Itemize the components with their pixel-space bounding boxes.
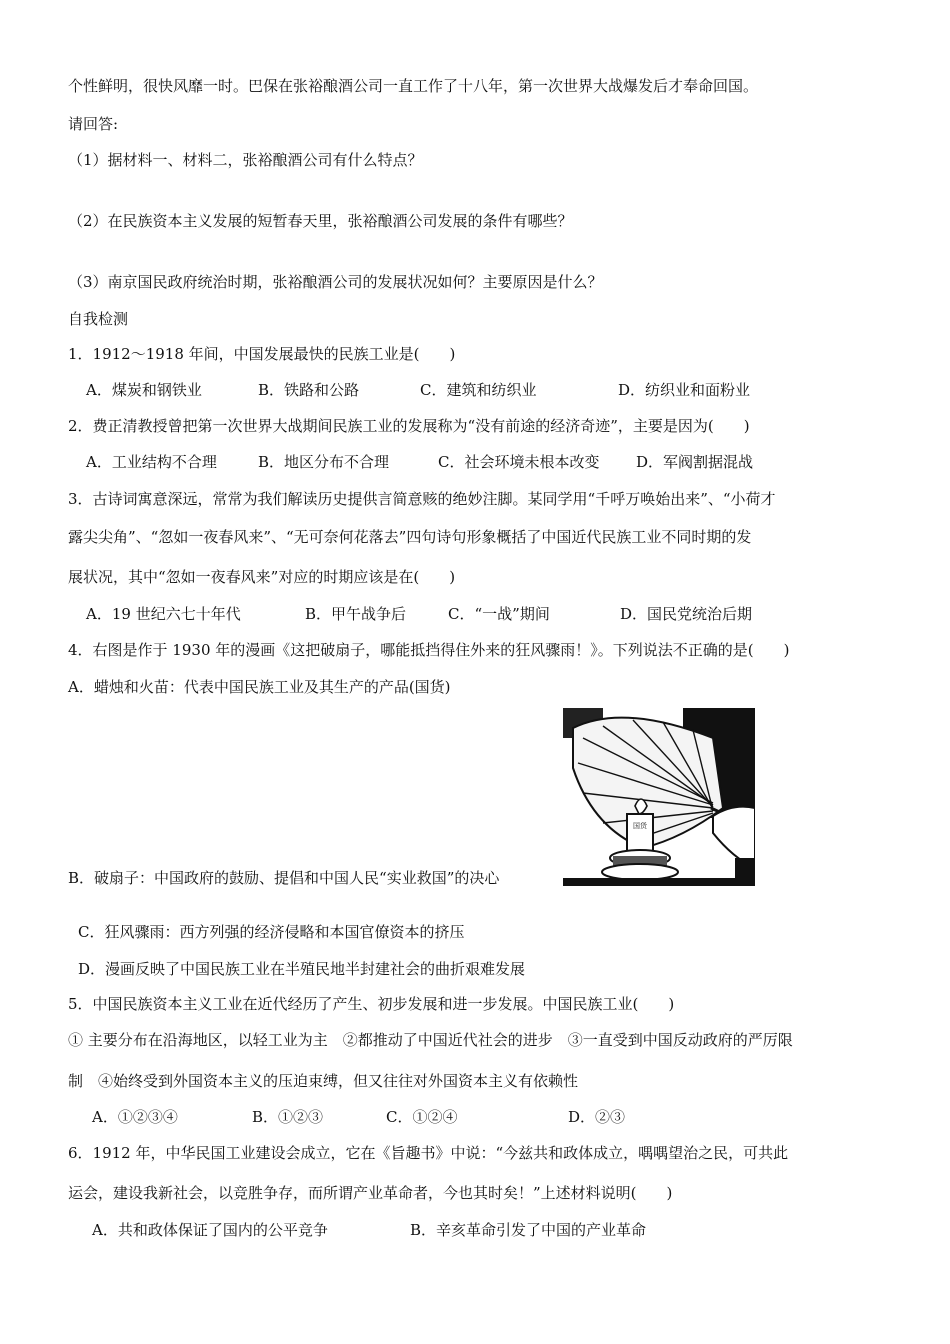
- q6-option-a: A．共和政体保证了国内的公平竞争: [92, 1221, 328, 1239]
- question-6-stem-line-1: 6．1912 年，中华民国工业建设会成立，它在《旨趣书》中说：“今兹共和政体成立，喁喁望治之民，可共此: [68, 1144, 789, 1162]
- q5-option-d: D．②③: [568, 1108, 626, 1126]
- q1-option-c: C．建筑和纺织业: [420, 381, 537, 399]
- q2-option-b: B．地区分布不合理: [258, 453, 390, 471]
- q5-option-a: A．①②③④: [92, 1108, 178, 1126]
- q2-option-a: A．工业结构不合理: [86, 453, 217, 471]
- text-line: 个性鲜明，很快风靡一时。巴保在张裕酿酒公司一直工作了十八年，第一次世界大战爆发后才奉命回国。: [68, 77, 759, 95]
- q4-option-a: A．蜡烛和火苗：代表中国民族工业及其生产的产品(国货): [68, 678, 451, 696]
- question-5-stem: 5．中国民族资本主义工业在近代经历了产生、初步发展和进一步发展。中国民族工业( ): [68, 995, 675, 1013]
- q2-option-c: C．社会环境未根本改变: [438, 453, 600, 471]
- q4-option-b: B．破扇子：中国政府的鼓励、提倡和中国人民“实业救国”的决心: [68, 869, 500, 887]
- section-title: 自我检测: [68, 310, 129, 328]
- q5-items-line-1: ① 主要分布在沿海地区，以轻工业为主 ②都推动了中国近代社会的进步 ③一直受到中国反动政府的严厉限: [68, 1031, 793, 1049]
- q5-items-line-2: 制 ④始终受到外国资本主义的压迫束缚，但又往往对外国资本主义有依赖性: [68, 1072, 579, 1090]
- prompt-label: 请回答:: [68, 115, 119, 133]
- question-2-stem: 2．费正清教授曾把第一次世界大战期间民族工业的发展称为“没有前途的经济奇迹”，主要是因为( ): [68, 417, 750, 435]
- q1-option-a: A．煤炭和钢铁业: [86, 381, 202, 399]
- question-3-stem-line-3: 展状况，其中“忽如一夜春风来”对应的时期应该是在( ): [68, 568, 456, 586]
- q3-option-c: C．“一战”期间: [448, 605, 550, 623]
- q6-option-b: B．辛亥革命引发了中国的产业革命: [410, 1221, 647, 1239]
- question-6-stem-line-2: 运会，建设我新社会，以竞胜争存，而所谓产业革命者，今也其时矣！”上述材料说明( ): [68, 1184, 673, 1202]
- q4-option-c: C．狂风骤雨：西方列强的经济侵略和本国官僚资本的挤压: [78, 923, 465, 941]
- q2-option-d: D．军阀割据混战: [636, 453, 754, 471]
- q4-option-d: D．漫画反映了中国民族工业在半殖民地半封建社会的曲折艰难发展: [78, 960, 526, 978]
- sub-question-3: （3）南京国民政府统治时期，张裕酿酒公司的发展状况如何？主要原因是什么？: [68, 273, 603, 291]
- q5-option-c: C．①②④: [386, 1108, 458, 1126]
- q5-option-b: B．①②③: [252, 1108, 324, 1126]
- candle-label: 国货: [633, 822, 647, 830]
- q3-option-b: B．甲午战争后: [305, 605, 407, 623]
- sub-question-1: （1）据材料一、材料二，张裕酿酒公司有什么特点？: [68, 151, 423, 169]
- q1-option-b: B．铁路和公路: [258, 381, 360, 399]
- q1-option-d: D．纺织业和面粉业: [618, 381, 751, 399]
- sub-question-2: （2）在民族资本主义发展的短暂春天里，张裕酿酒公司发展的条件有哪些？: [68, 212, 573, 230]
- question-3-stem-line-1: 3．古诗词寓意深远，常常为我们解读历史提供言简意赅的绝妙注脚。某同学用“千呼万唤始出来”、“小荷才: [68, 490, 776, 508]
- q3-option-d: D．国民党统治后期: [620, 605, 753, 623]
- question-1-stem: 1．1912～1918 年间，中国发展最快的民族工业是( ): [68, 345, 456, 363]
- question-3-stem-line-2: 露尖尖角”、“忽如一夜春风来”、“无可奈何花落去”四句诗句形象概括了中国近代民族工业不同时期的发: [68, 528, 752, 546]
- q3-option-a: A．19 世纪六七十年代: [86, 605, 241, 623]
- cartoon-image: [563, 708, 755, 886]
- question-4-stem: 4．右图是作于 1930 年的漫画《这把破扇子，哪能抵挡得住外来的狂风骤雨！》。下列说法不正确的是( ): [68, 641, 790, 659]
